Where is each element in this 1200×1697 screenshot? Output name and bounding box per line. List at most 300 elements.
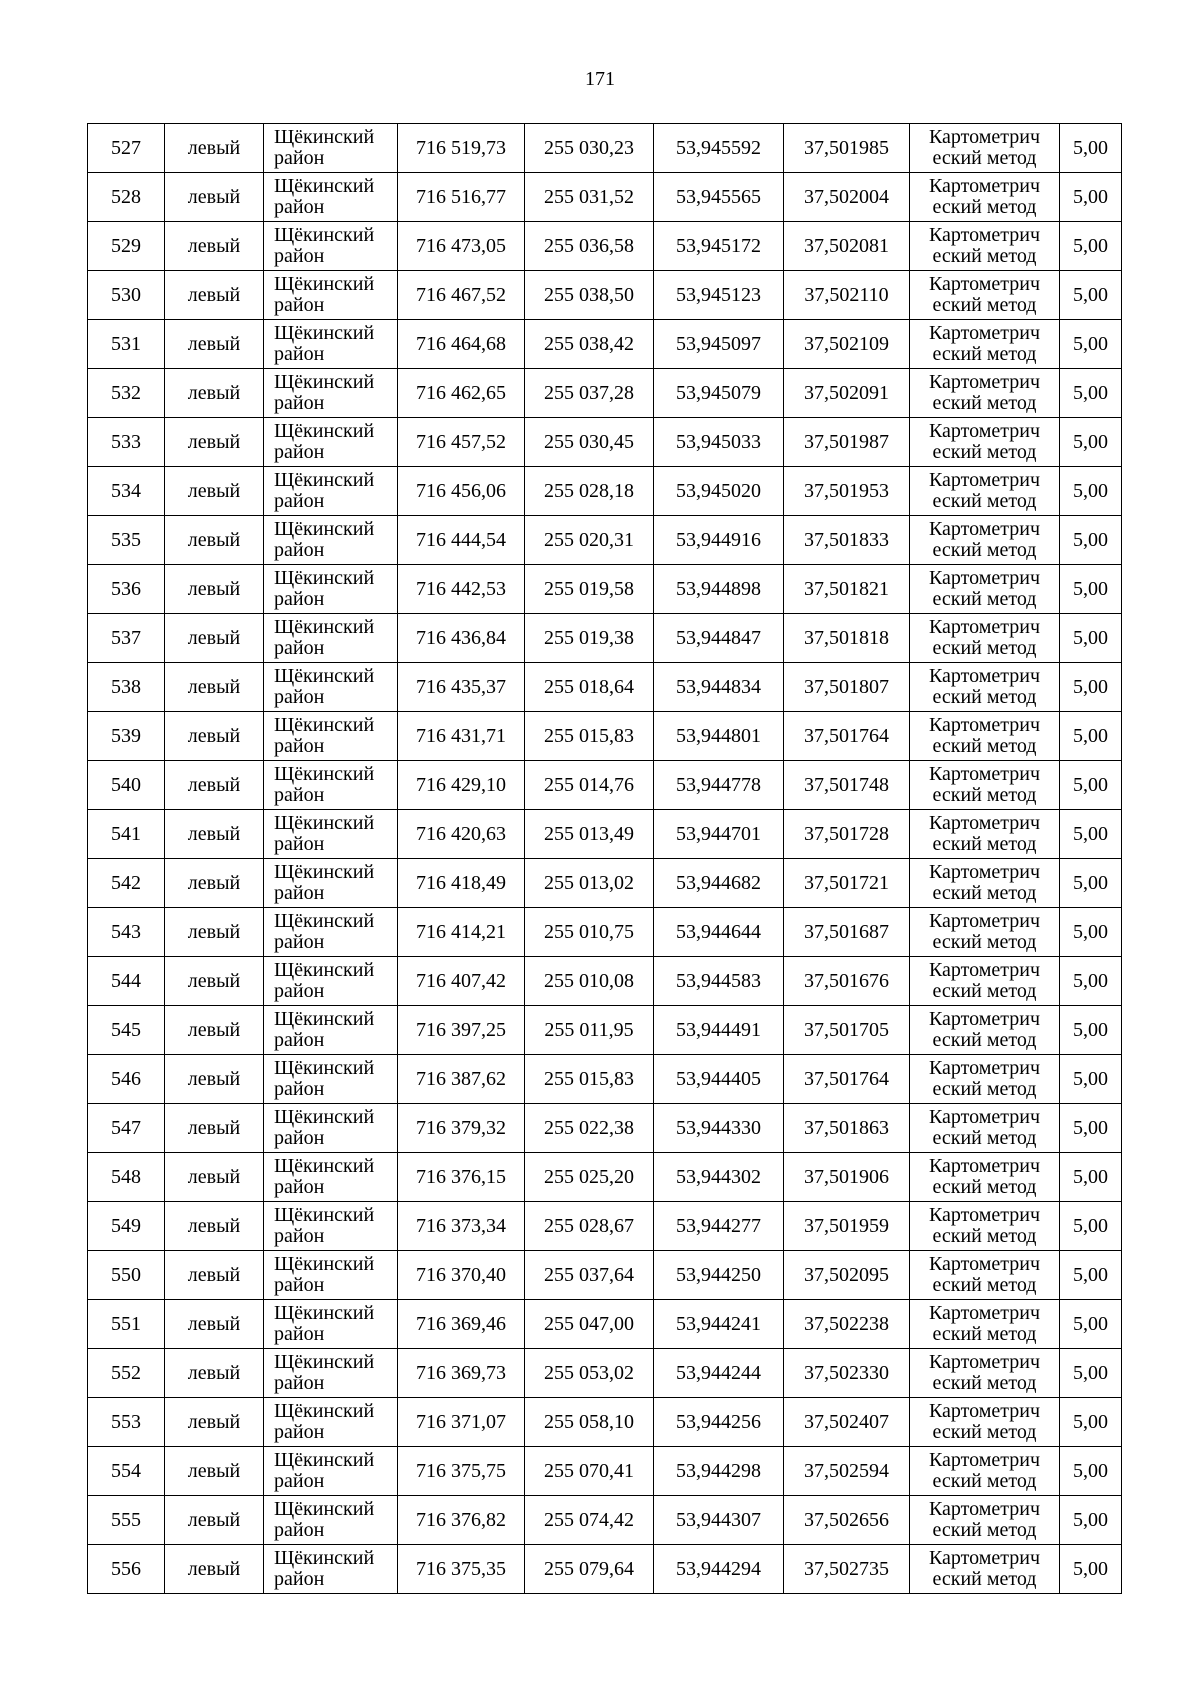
side-cell: левый [165, 663, 264, 712]
side-cell: левый [165, 1545, 264, 1594]
latitude-cell: 53,944583 [654, 957, 784, 1006]
longitude-cell: 37,501687 [784, 908, 910, 957]
accuracy-cell: 5,00 [1060, 663, 1122, 712]
longitude-cell: 37,501818 [784, 614, 910, 663]
longitude-cell: 37,502735 [784, 1545, 910, 1594]
longitude-cell: 37,501863 [784, 1104, 910, 1153]
point-number-cell: 546 [88, 1055, 165, 1104]
accuracy-cell: 5,00 [1060, 271, 1122, 320]
longitude-cell: 37,502330 [784, 1349, 910, 1398]
point-number-cell: 528 [88, 173, 165, 222]
point-number-cell: 534 [88, 467, 165, 516]
method-cell: Картометрич еский метод [910, 1545, 1060, 1594]
longitude-cell: 37,501959 [784, 1202, 910, 1251]
accuracy-cell: 5,00 [1060, 761, 1122, 810]
point-number-cell: 543 [88, 908, 165, 957]
method-cell: Картометрич еский метод [910, 173, 1060, 222]
point-number-cell: 539 [88, 712, 165, 761]
accuracy-cell: 5,00 [1060, 1202, 1122, 1251]
latitude-cell: 53,944256 [654, 1398, 784, 1447]
x-coordinate-cell: 716 456,06 [398, 467, 525, 516]
accuracy-cell: 5,00 [1060, 1006, 1122, 1055]
latitude-cell: 53,944302 [654, 1153, 784, 1202]
y-coordinate-cell: 255 011,95 [525, 1006, 654, 1055]
accuracy-cell: 5,00 [1060, 418, 1122, 467]
side-cell: левый [165, 173, 264, 222]
accuracy-cell: 5,00 [1060, 222, 1122, 271]
latitude-cell: 53,944294 [654, 1545, 784, 1594]
table-row [88, 418, 1122, 467]
side-cell: левый [165, 908, 264, 957]
y-coordinate-cell: 255 047,00 [525, 1300, 654, 1349]
latitude-cell: 53,944898 [654, 565, 784, 614]
district-cell: Щёкинский район [264, 1104, 398, 1153]
method-cell: Картометрич еский метод [910, 1104, 1060, 1153]
table-row [88, 1349, 1122, 1398]
accuracy-cell: 5,00 [1060, 565, 1122, 614]
y-coordinate-cell: 255 028,67 [525, 1202, 654, 1251]
table-row [88, 1496, 1122, 1545]
side-cell: левый [165, 1398, 264, 1447]
table-row [88, 859, 1122, 908]
table-row [88, 1006, 1122, 1055]
side-cell: левый [165, 712, 264, 761]
y-coordinate-cell: 255 070,41 [525, 1447, 654, 1496]
point-number-cell: 533 [88, 418, 165, 467]
side-cell: левый [165, 810, 264, 859]
x-coordinate-cell: 716 462,65 [398, 369, 525, 418]
method-cell: Картометрич еский метод [910, 369, 1060, 418]
district-cell: Щёкинский район [264, 124, 398, 173]
table-row [88, 124, 1122, 173]
district-cell: Щёкинский район [264, 908, 398, 957]
longitude-cell: 37,501807 [784, 663, 910, 712]
district-cell: Щёкинский район [264, 418, 398, 467]
x-coordinate-cell: 716 370,40 [398, 1251, 525, 1300]
longitude-cell: 37,502407 [784, 1398, 910, 1447]
district-cell: Щёкинский район [264, 271, 398, 320]
table-row [88, 320, 1122, 369]
accuracy-cell: 5,00 [1060, 859, 1122, 908]
x-coordinate-cell: 716 464,68 [398, 320, 525, 369]
latitude-cell: 53,944491 [654, 1006, 784, 1055]
point-number-cell: 553 [88, 1398, 165, 1447]
x-coordinate-cell: 716 376,82 [398, 1496, 525, 1545]
method-cell: Картометрич еский метод [910, 1006, 1060, 1055]
point-number-cell: 538 [88, 663, 165, 712]
point-number-cell: 552 [88, 1349, 165, 1398]
longitude-cell: 37,501985 [784, 124, 910, 173]
latitude-cell: 53,944847 [654, 614, 784, 663]
y-coordinate-cell: 255 019,38 [525, 614, 654, 663]
y-coordinate-cell: 255 030,23 [525, 124, 654, 173]
x-coordinate-cell: 716 371,07 [398, 1398, 525, 1447]
accuracy-cell: 5,00 [1060, 1104, 1122, 1153]
x-coordinate-cell: 716 373,34 [398, 1202, 525, 1251]
x-coordinate-cell: 716 369,73 [398, 1349, 525, 1398]
method-cell: Картометрич еский метод [910, 712, 1060, 761]
method-cell: Картометрич еский метод [910, 1251, 1060, 1300]
x-coordinate-cell: 716 376,15 [398, 1153, 525, 1202]
longitude-cell: 37,502091 [784, 369, 910, 418]
y-coordinate-cell: 255 038,42 [525, 320, 654, 369]
accuracy-cell: 5,00 [1060, 1349, 1122, 1398]
method-cell: Картометрич еский метод [910, 124, 1060, 173]
latitude-cell: 53,944330 [654, 1104, 784, 1153]
y-coordinate-cell: 255 020,31 [525, 516, 654, 565]
district-cell: Щёкинский район [264, 565, 398, 614]
x-coordinate-cell: 716 379,32 [398, 1104, 525, 1153]
method-cell: Картометрич еский метод [910, 663, 1060, 712]
method-cell: Картометрич еский метод [910, 1153, 1060, 1202]
district-cell: Щёкинский район [264, 1447, 398, 1496]
district-cell: Щёкинский район [264, 1545, 398, 1594]
point-number-cell: 542 [88, 859, 165, 908]
accuracy-cell: 5,00 [1060, 712, 1122, 761]
latitude-cell: 53,944244 [654, 1349, 784, 1398]
point-number-cell: 547 [88, 1104, 165, 1153]
side-cell: левый [165, 761, 264, 810]
table-row [88, 1251, 1122, 1300]
latitude-cell: 53,944250 [654, 1251, 784, 1300]
side-cell: левый [165, 565, 264, 614]
side-cell: левый [165, 516, 264, 565]
point-number-cell: 527 [88, 124, 165, 173]
side-cell: левый [165, 369, 264, 418]
latitude-cell: 53,944241 [654, 1300, 784, 1349]
accuracy-cell: 5,00 [1060, 1447, 1122, 1496]
longitude-cell: 37,501906 [784, 1153, 910, 1202]
method-cell: Картометрич еский метод [910, 859, 1060, 908]
district-cell: Щёкинский район [264, 614, 398, 663]
method-cell: Картометрич еский метод [910, 1300, 1060, 1349]
accuracy-cell: 5,00 [1060, 1300, 1122, 1349]
x-coordinate-cell: 716 435,37 [398, 663, 525, 712]
side-cell: левый [165, 418, 264, 467]
y-coordinate-cell: 255 038,50 [525, 271, 654, 320]
side-cell: левый [165, 1055, 264, 1104]
district-cell: Щёкинский район [264, 1251, 398, 1300]
point-number-cell: 541 [88, 810, 165, 859]
y-coordinate-cell: 255 013,02 [525, 859, 654, 908]
y-coordinate-cell: 255 036,58 [525, 222, 654, 271]
method-cell: Картометрич еский метод [910, 810, 1060, 859]
district-cell: Щёкинский район [264, 810, 398, 859]
latitude-cell: 53,945123 [654, 271, 784, 320]
y-coordinate-cell: 255 031,52 [525, 173, 654, 222]
side-cell: левый [165, 467, 264, 516]
latitude-cell: 53,944778 [654, 761, 784, 810]
longitude-cell: 37,501764 [784, 712, 910, 761]
x-coordinate-cell: 716 387,62 [398, 1055, 525, 1104]
table-row [88, 467, 1122, 516]
side-cell: левый [165, 859, 264, 908]
x-coordinate-cell: 716 436,84 [398, 614, 525, 663]
side-cell: левый [165, 957, 264, 1006]
latitude-cell: 53,945592 [654, 124, 784, 173]
table-row [88, 1202, 1122, 1251]
side-cell: левый [165, 1300, 264, 1349]
y-coordinate-cell: 255 010,75 [525, 908, 654, 957]
district-cell: Щёкинский район [264, 712, 398, 761]
point-number-cell: 530 [88, 271, 165, 320]
method-cell: Картометрич еский метод [910, 565, 1060, 614]
page-number: 171 [585, 68, 615, 90]
point-number-cell: 535 [88, 516, 165, 565]
latitude-cell: 53,944277 [654, 1202, 784, 1251]
accuracy-cell: 5,00 [1060, 1398, 1122, 1447]
latitude-cell: 53,945172 [654, 222, 784, 271]
point-number-cell: 548 [88, 1153, 165, 1202]
table-row [88, 369, 1122, 418]
accuracy-cell: 5,00 [1060, 467, 1122, 516]
table-row [88, 222, 1122, 271]
x-coordinate-cell: 716 516,77 [398, 173, 525, 222]
table-row [88, 1055, 1122, 1104]
longitude-cell: 37,502110 [784, 271, 910, 320]
x-coordinate-cell: 716 444,54 [398, 516, 525, 565]
table-row [88, 712, 1122, 761]
point-number-cell: 549 [88, 1202, 165, 1251]
district-cell: Щёкинский район [264, 516, 398, 565]
y-coordinate-cell: 255 014,76 [525, 761, 654, 810]
x-coordinate-cell: 716 407,42 [398, 957, 525, 1006]
x-coordinate-cell: 716 429,10 [398, 761, 525, 810]
latitude-cell: 53,944801 [654, 712, 784, 761]
point-number-cell: 532 [88, 369, 165, 418]
accuracy-cell: 5,00 [1060, 369, 1122, 418]
latitude-cell: 53,944682 [654, 859, 784, 908]
table-row [88, 1300, 1122, 1349]
method-cell: Картометрич еский метод [910, 908, 1060, 957]
point-number-cell: 537 [88, 614, 165, 663]
x-coordinate-cell: 716 420,63 [398, 810, 525, 859]
x-coordinate-cell: 716 397,25 [398, 1006, 525, 1055]
point-number-cell: 554 [88, 1447, 165, 1496]
y-coordinate-cell: 255 022,38 [525, 1104, 654, 1153]
side-cell: левый [165, 222, 264, 271]
side-cell: левый [165, 1104, 264, 1153]
side-cell: левый [165, 1496, 264, 1545]
district-cell: Щёкинский район [264, 957, 398, 1006]
side-cell: левый [165, 614, 264, 663]
district-cell: Щёкинский район [264, 173, 398, 222]
x-coordinate-cell: 716 519,73 [398, 124, 525, 173]
x-coordinate-cell: 716 369,46 [398, 1300, 525, 1349]
longitude-cell: 37,502238 [784, 1300, 910, 1349]
table-row [88, 810, 1122, 859]
method-cell: Картометрич еский метод [910, 957, 1060, 1006]
x-coordinate-cell: 716 473,05 [398, 222, 525, 271]
table-row [88, 1447, 1122, 1496]
accuracy-cell: 5,00 [1060, 124, 1122, 173]
accuracy-cell: 5,00 [1060, 1251, 1122, 1300]
accuracy-cell: 5,00 [1060, 810, 1122, 859]
accuracy-cell: 5,00 [1060, 1153, 1122, 1202]
table-row [88, 761, 1122, 810]
district-cell: Щёкинский район [264, 663, 398, 712]
point-number-cell: 555 [88, 1496, 165, 1545]
latitude-cell: 53,944916 [654, 516, 784, 565]
side-cell: левый [165, 320, 264, 369]
y-coordinate-cell: 255 013,49 [525, 810, 654, 859]
method-cell: Картометрич еский метод [910, 1202, 1060, 1251]
longitude-cell: 37,502081 [784, 222, 910, 271]
longitude-cell: 37,502004 [784, 173, 910, 222]
table-row [88, 271, 1122, 320]
table-row [88, 516, 1122, 565]
longitude-cell: 37,502109 [784, 320, 910, 369]
point-number-cell: 551 [88, 1300, 165, 1349]
longitude-cell: 37,501764 [784, 1055, 910, 1104]
method-cell: Картометрич еский метод [910, 271, 1060, 320]
table-row [88, 957, 1122, 1006]
point-number-cell: 545 [88, 1006, 165, 1055]
district-cell: Щёкинский район [264, 1006, 398, 1055]
table-row [88, 173, 1122, 222]
method-cell: Картометрич еский метод [910, 222, 1060, 271]
latitude-cell: 53,944701 [654, 810, 784, 859]
longitude-cell: 37,501721 [784, 859, 910, 908]
longitude-cell: 37,501728 [784, 810, 910, 859]
point-number-cell: 540 [88, 761, 165, 810]
district-cell: Щёкинский район [264, 1398, 398, 1447]
method-cell: Картометрич еский метод [910, 1349, 1060, 1398]
y-coordinate-cell: 255 037,64 [525, 1251, 654, 1300]
point-number-cell: 529 [88, 222, 165, 271]
x-coordinate-cell: 716 431,71 [398, 712, 525, 761]
method-cell: Картометрич еский метод [910, 467, 1060, 516]
accuracy-cell: 5,00 [1060, 1545, 1122, 1594]
method-cell: Картометрич еский метод [910, 1398, 1060, 1447]
district-cell: Щёкинский район [264, 222, 398, 271]
district-cell: Щёкинский район [264, 320, 398, 369]
district-cell: Щёкинский район [264, 1153, 398, 1202]
accuracy-cell: 5,00 [1060, 516, 1122, 565]
side-cell: левый [165, 1153, 264, 1202]
x-coordinate-cell: 716 375,75 [398, 1447, 525, 1496]
latitude-cell: 53,944405 [654, 1055, 784, 1104]
district-cell: Щёкинский район [264, 1496, 398, 1545]
point-number-cell: 556 [88, 1545, 165, 1594]
latitude-cell: 53,944298 [654, 1447, 784, 1496]
side-cell: левый [165, 1349, 264, 1398]
district-cell: Щёкинский район [264, 859, 398, 908]
district-cell: Щёкинский район [264, 369, 398, 418]
table-row [88, 1545, 1122, 1594]
longitude-cell: 37,501705 [784, 1006, 910, 1055]
longitude-cell: 37,502656 [784, 1496, 910, 1545]
table-row [88, 908, 1122, 957]
coordinates-table [87, 123, 1122, 1594]
y-coordinate-cell: 255 074,42 [525, 1496, 654, 1545]
district-cell: Щёкинский район [264, 761, 398, 810]
longitude-cell: 37,501748 [784, 761, 910, 810]
y-coordinate-cell: 255 015,83 [525, 712, 654, 761]
y-coordinate-cell: 255 030,45 [525, 418, 654, 467]
y-coordinate-cell: 255 019,58 [525, 565, 654, 614]
y-coordinate-cell: 255 018,64 [525, 663, 654, 712]
side-cell: левый [165, 124, 264, 173]
accuracy-cell: 5,00 [1060, 614, 1122, 663]
table-row [88, 663, 1122, 712]
x-coordinate-cell: 716 442,53 [398, 565, 525, 614]
table-row [88, 614, 1122, 663]
side-cell: левый [165, 1006, 264, 1055]
latitude-cell: 53,944834 [654, 663, 784, 712]
x-coordinate-cell: 716 414,21 [398, 908, 525, 957]
y-coordinate-cell: 255 015,83 [525, 1055, 654, 1104]
method-cell: Картометрич еский метод [910, 1496, 1060, 1545]
accuracy-cell: 5,00 [1060, 173, 1122, 222]
x-coordinate-cell: 716 375,35 [398, 1545, 525, 1594]
table-row [88, 1398, 1122, 1447]
side-cell: левый [165, 1202, 264, 1251]
table-body [88, 124, 1122, 1594]
point-number-cell: 544 [88, 957, 165, 1006]
y-coordinate-cell: 255 058,10 [525, 1398, 654, 1447]
latitude-cell: 53,945079 [654, 369, 784, 418]
y-coordinate-cell: 255 053,02 [525, 1349, 654, 1398]
district-cell: Щёкинский район [264, 1349, 398, 1398]
method-cell: Картометрич еский метод [910, 614, 1060, 663]
accuracy-cell: 5,00 [1060, 1496, 1122, 1545]
accuracy-cell: 5,00 [1060, 957, 1122, 1006]
district-cell: Щёкинский район [264, 1055, 398, 1104]
side-cell: левый [165, 1251, 264, 1300]
latitude-cell: 53,944644 [654, 908, 784, 957]
method-cell: Картометрич еский метод [910, 761, 1060, 810]
y-coordinate-cell: 255 037,28 [525, 369, 654, 418]
x-coordinate-cell: 716 418,49 [398, 859, 525, 908]
longitude-cell: 37,501833 [784, 516, 910, 565]
latitude-cell: 53,944307 [654, 1496, 784, 1545]
latitude-cell: 53,945020 [654, 467, 784, 516]
latitude-cell: 53,945565 [654, 173, 784, 222]
accuracy-cell: 5,00 [1060, 908, 1122, 957]
y-coordinate-cell: 255 025,20 [525, 1153, 654, 1202]
y-coordinate-cell: 255 079,64 [525, 1545, 654, 1594]
y-coordinate-cell: 255 028,18 [525, 467, 654, 516]
side-cell: левый [165, 1447, 264, 1496]
longitude-cell: 37,501987 [784, 418, 910, 467]
longitude-cell: 37,501953 [784, 467, 910, 516]
method-cell: Картометрич еский метод [910, 418, 1060, 467]
longitude-cell: 37,502594 [784, 1447, 910, 1496]
method-cell: Картометрич еский метод [910, 1447, 1060, 1496]
district-cell: Щёкинский район [264, 467, 398, 516]
x-coordinate-cell: 716 467,52 [398, 271, 525, 320]
x-coordinate-cell: 716 457,52 [398, 418, 525, 467]
table-row [88, 1104, 1122, 1153]
longitude-cell: 37,502095 [784, 1251, 910, 1300]
latitude-cell: 53,945033 [654, 418, 784, 467]
method-cell: Картометрич еский метод [910, 1055, 1060, 1104]
y-coordinate-cell: 255 010,08 [525, 957, 654, 1006]
point-number-cell: 550 [88, 1251, 165, 1300]
longitude-cell: 37,501821 [784, 565, 910, 614]
method-cell: Картометрич еский метод [910, 516, 1060, 565]
longitude-cell: 37,501676 [784, 957, 910, 1006]
table-row [88, 1153, 1122, 1202]
table-row [88, 565, 1122, 614]
point-number-cell: 531 [88, 320, 165, 369]
latitude-cell: 53,945097 [654, 320, 784, 369]
accuracy-cell: 5,00 [1060, 320, 1122, 369]
accuracy-cell: 5,00 [1060, 1055, 1122, 1104]
side-cell: левый [165, 271, 264, 320]
district-cell: Щёкинский район [264, 1300, 398, 1349]
